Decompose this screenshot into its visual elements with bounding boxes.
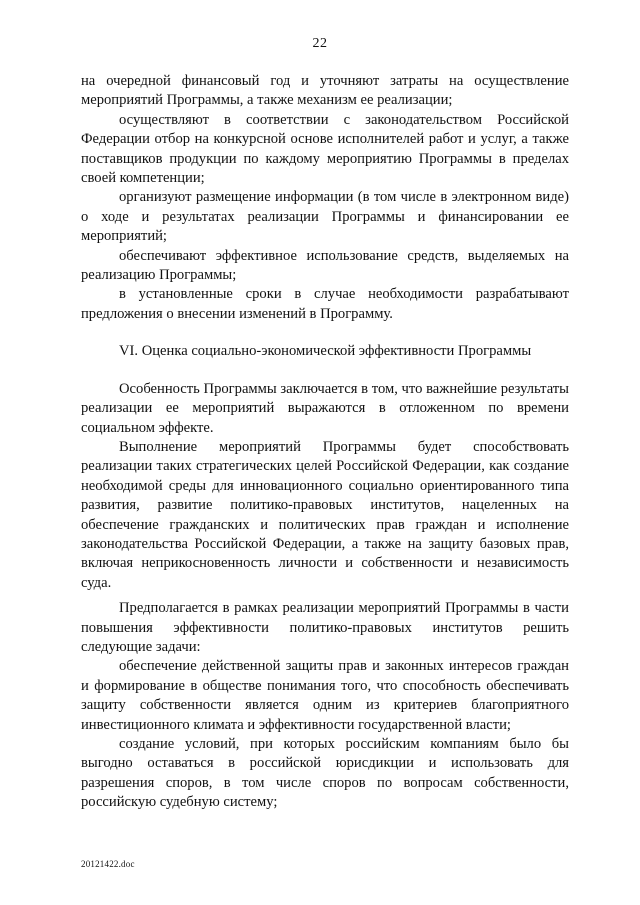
paragraph: осуществляют в соответствии с законодательством Российской Федерации отбор на конкурсной основе исполнителей работ и услуг, а также поставщиков продукции по каждому мероприятию Программы в пределах своей компетенции; bbox=[81, 111, 569, 187]
paragraph: создание условий, при которых российским компаниям было бы выгодно оставаться в российской юрисдикции и использовать для разрешения споров, в том числе споров по вопросам собственности, российскую судебную систему; bbox=[81, 736, 569, 811]
section-heading: VI. Оценка социально-экономической эффективности Программы bbox=[119, 343, 532, 360]
paragraph: Особенность Программы заключается в том, что важнейшие результаты реализации ее мероприятий выражаются в отложенном по времени социальном эффекте. bbox=[81, 380, 569, 436]
paragraph: обеспечивают эффективное использование средств, выделяемых на реализацию Программы; bbox=[81, 247, 569, 284]
paragraph: Выполнение мероприятий Программы будет способствовать реализации таких стратегических целей Российской Федерации, как создание необходимой среды для инновационного социально ориентированного типа развития, развитие политико-правовых институтов, нацеленных на обеспечение гражданских и политических прав граждан и исполнение законодательства Российской Федерации, а также на защиту базовых прав, включая неприкосновенность личности и собственности и независимость суда. bbox=[81, 438, 569, 591]
paragraph: на очередной финансовый год и уточняют затраты на осуществление мероприятий Программы, а также механизм ее реализации; bbox=[81, 73, 569, 109]
paragraph: организуют размещение информации (в том числе в электронном виде) о ходе и результатах реализации Программы и финансировании ее мероприятий; bbox=[81, 189, 569, 245]
paragraph: в установленные сроки в случае необходимости разрабатывают предложения о внесении изменений в Программу. bbox=[81, 286, 569, 322]
document-body bbox=[81, 72, 569, 813]
paragraph: обеспечение действенной защиты прав и законных интересов граждан и формирование в обществе понимания того, что способность обеспечивать защиту собственности является одним из критериев благоприятного инвестиционного климата и эффективности государственной власти; bbox=[81, 658, 569, 733]
paragraph: Предполагается в рамках реализации мероприятий Программы в части повышения эффективности политико-правовых институтов решить следующие задачи: bbox=[81, 600, 569, 655]
footer-filename: 20121422.doc bbox=[81, 859, 135, 869]
page-number: 22 bbox=[312, 36, 328, 51]
